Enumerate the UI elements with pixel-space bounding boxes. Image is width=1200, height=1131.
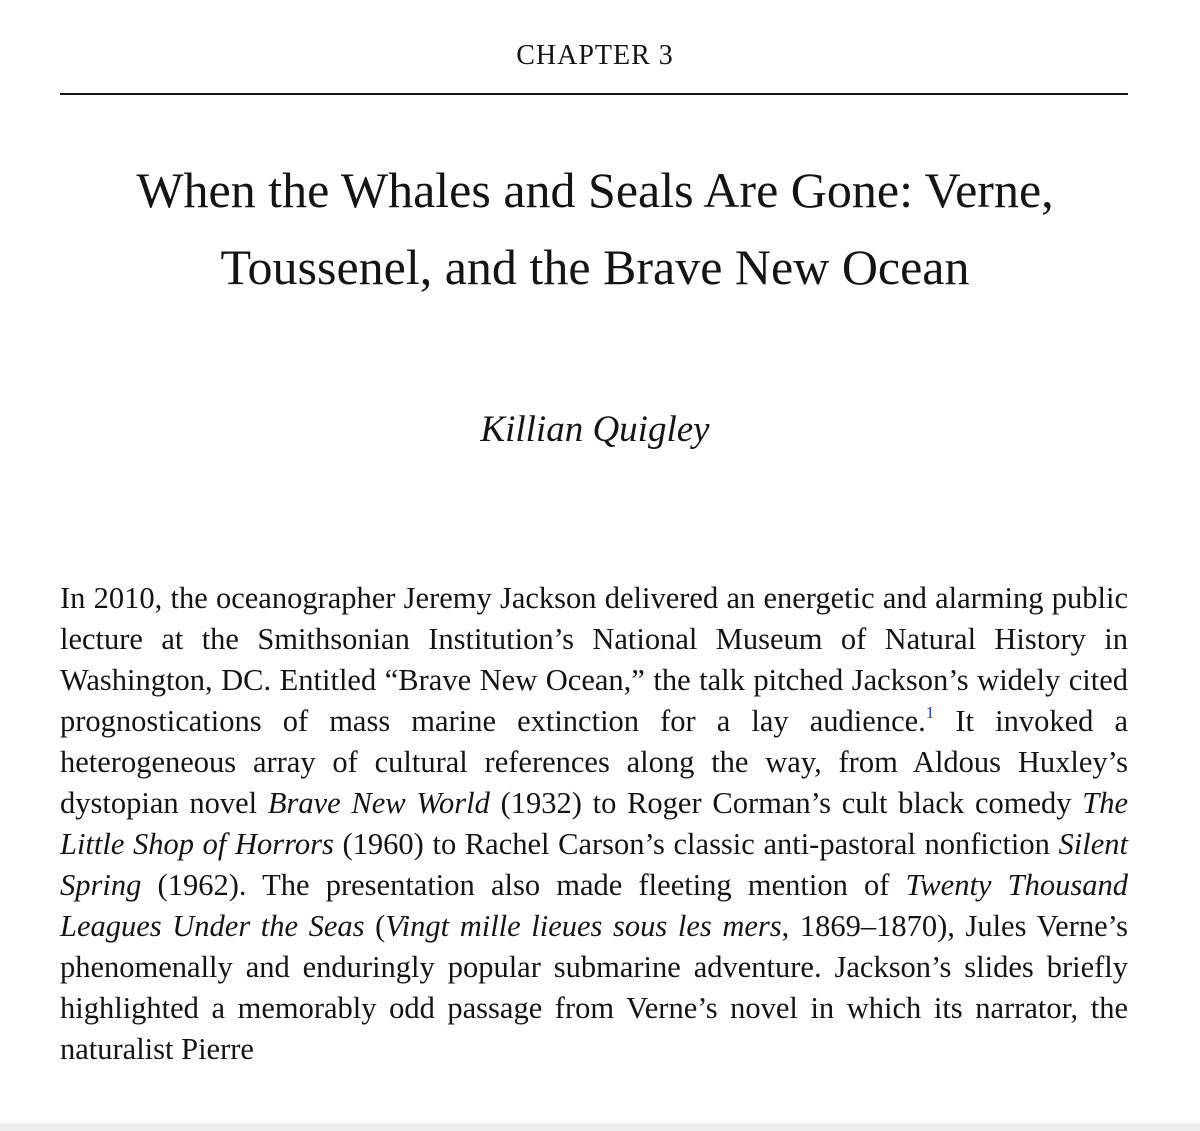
italic-work-title: Vingt mille lieues sous les mers [385,909,782,943]
chapter-title-line-2: Toussenel, and the Brave New Ocean [220,239,970,295]
footnote-reference-link[interactable]: 1 [925,703,935,722]
author-name: Killian Quigley [480,409,710,450]
body-text-run: (1960) to Rachel Carson’s classic anti-pastoral nonfiction [333,827,1059,861]
body-text-run: , 1869–1870), Jules Verne’s phenomenally and enduringly popular submarine adventure. Jackson’s slides briefly highlighted a memorably odd passage from Verne’s novel in which its narrator, the naturalist Pierre [60,909,1128,1066]
chapter-title [40,152,1150,306]
body-paragraph [60,578,1128,1070]
body-text-run: (1932) to Roger Corman’s cult black comedy [489,786,1083,820]
header-rule [60,93,1128,95]
body-text-run: ( [364,909,386,943]
body-text-run: In 2010, the oceanographer Jeremy Jackson delivered an energetic and alarming public lecture at the Smithsonian Institution’s National Museum of Natural History in Washington, DC. Entitled “Brave New Ocean,” the talk pitched Jackson’s widely cited prognostications of mass marine extinction for a lay audience. [60,581,1128,738]
chapter-label: CHAPTER 3 [516,40,674,71]
page-bottom-edge [0,1123,1200,1131]
italic-work-title: Twenty Thousand Leagues Under the Seas [60,868,1128,943]
italic-work-title: Silent Spring [60,827,1128,902]
body-text-run: (1962). The presentation also made fleeting mention of [141,868,906,902]
italic-work-title: The Little Shop of Horrors [60,786,1128,861]
body-text-run: It invoked a heterogeneous array of cultural references along the way, from Aldous Huxley’s dystopian novel [60,704,1128,820]
italic-work-title: Brave New World [267,786,490,820]
chapter-title-line-1: When the Whales and Seals Are Gone: Verne, [136,162,1054,218]
